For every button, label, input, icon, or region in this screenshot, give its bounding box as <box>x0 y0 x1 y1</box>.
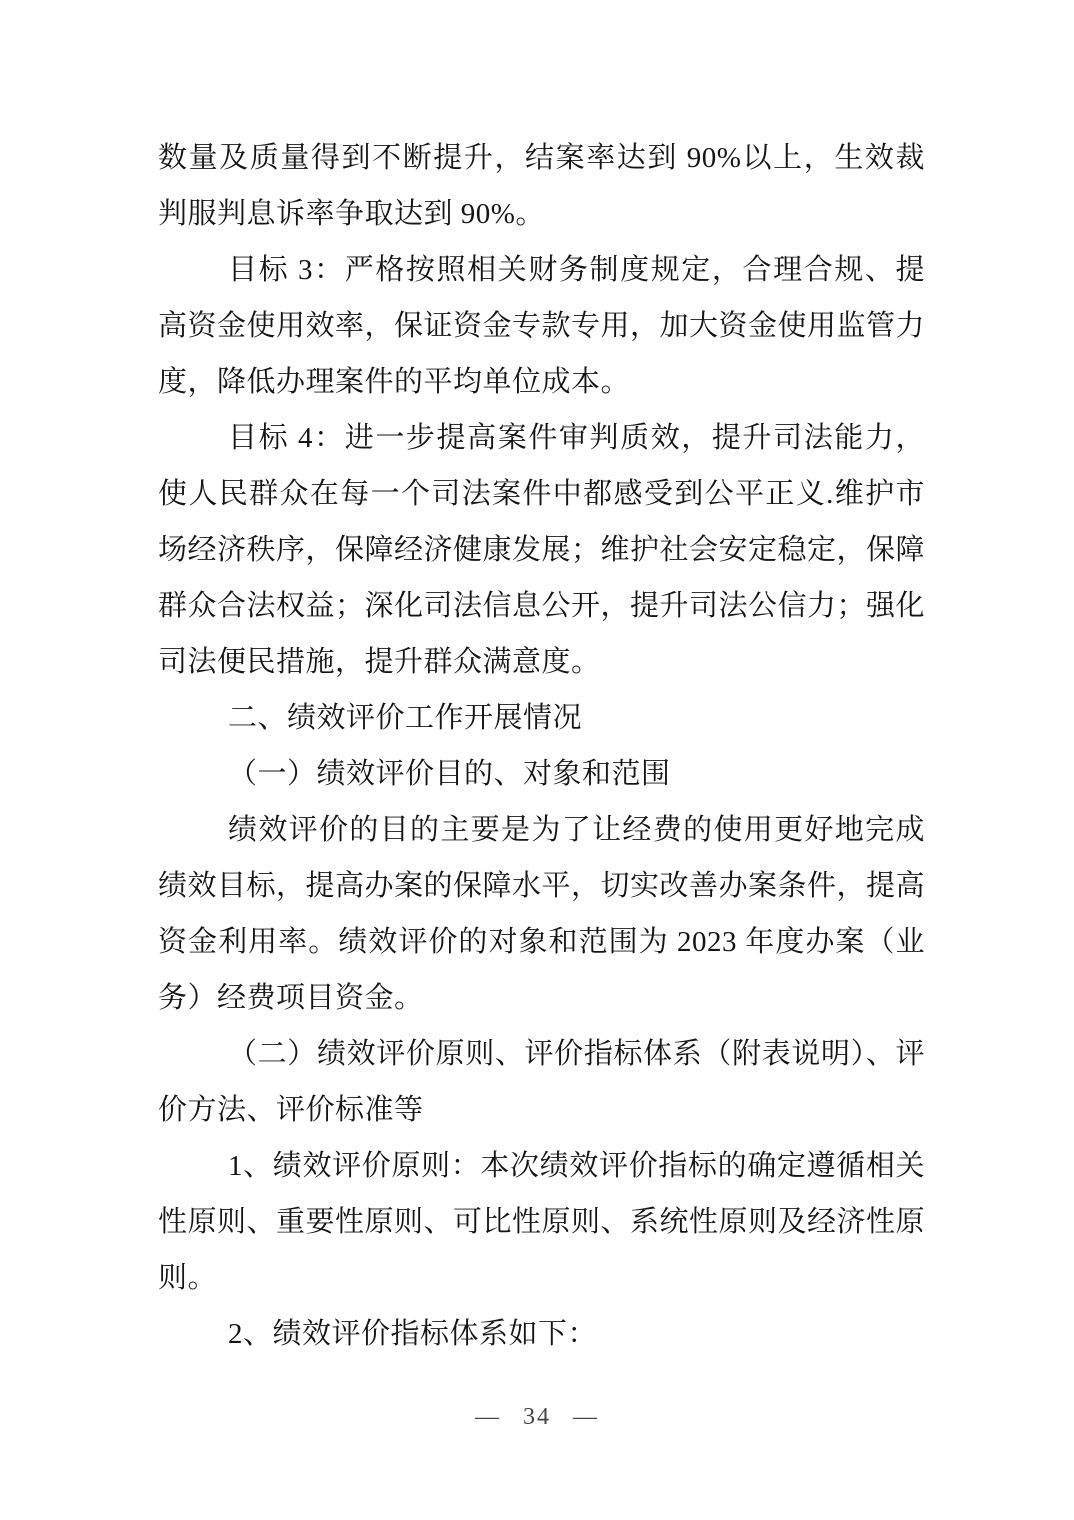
heading-section-2-1: （一）绩效评价目的、对象和范围 <box>228 758 671 790</box>
page-footer <box>0 1404 1074 1431</box>
heading-section-2-2: （二）绩效评价原则、评价指标体系（附表说明）、评价方法、评价标准等 <box>158 1038 925 1126</box>
document-body <box>158 130 925 1362</box>
paragraph-evaluation-principles: 1、绩效评价原则：本次绩效评价指标的确定遵循相关性原则、重要性原则、可比性原则、系统性原则及经济性原则。 <box>158 1150 926 1294</box>
paragraph-evaluation-purpose: 绩效评价的目的主要是为了让经费的使用更好地完成绩效目标，提高办案的保障水平，切实改善办案条件，提高资金利用率。绩效评价的对象和范围为 2023 年度办案（业务）经费项目资金。 <box>158 814 926 1014</box>
paragraph-goal-3: 目标 3：严格按照相关财务制度规定，合理合规、提高资金使用效率，保证资金专款专用，加大资金使用监管力度，降低办理案件的平均单位成本。 <box>158 254 926 398</box>
paragraph-goal-continuation: 数量及质量得到不断提升，结案率达到 90%以上，生效裁判服判息诉率争取达到 90%。 <box>158 142 925 230</box>
page-number: — 34 — <box>475 1404 599 1430</box>
paragraph-goal-4: 目标 4：进一步提高案件审判质效，提升司法能力，使人民群众在每一个司法案件中都感受到公平正义.维护市场经济秩序，保障经济健康发展；维护社会安定稳定，保障群众合法权益；深化司法信息公开，提升司法公信力；强化司法便民措施，提升群众满意度。 <box>158 422 926 678</box>
heading-section-2: 二、绩效评价工作开展情况 <box>228 702 583 734</box>
paragraph-indicator-system: 2、绩效评价指标体系如下： <box>228 1318 598 1350</box>
